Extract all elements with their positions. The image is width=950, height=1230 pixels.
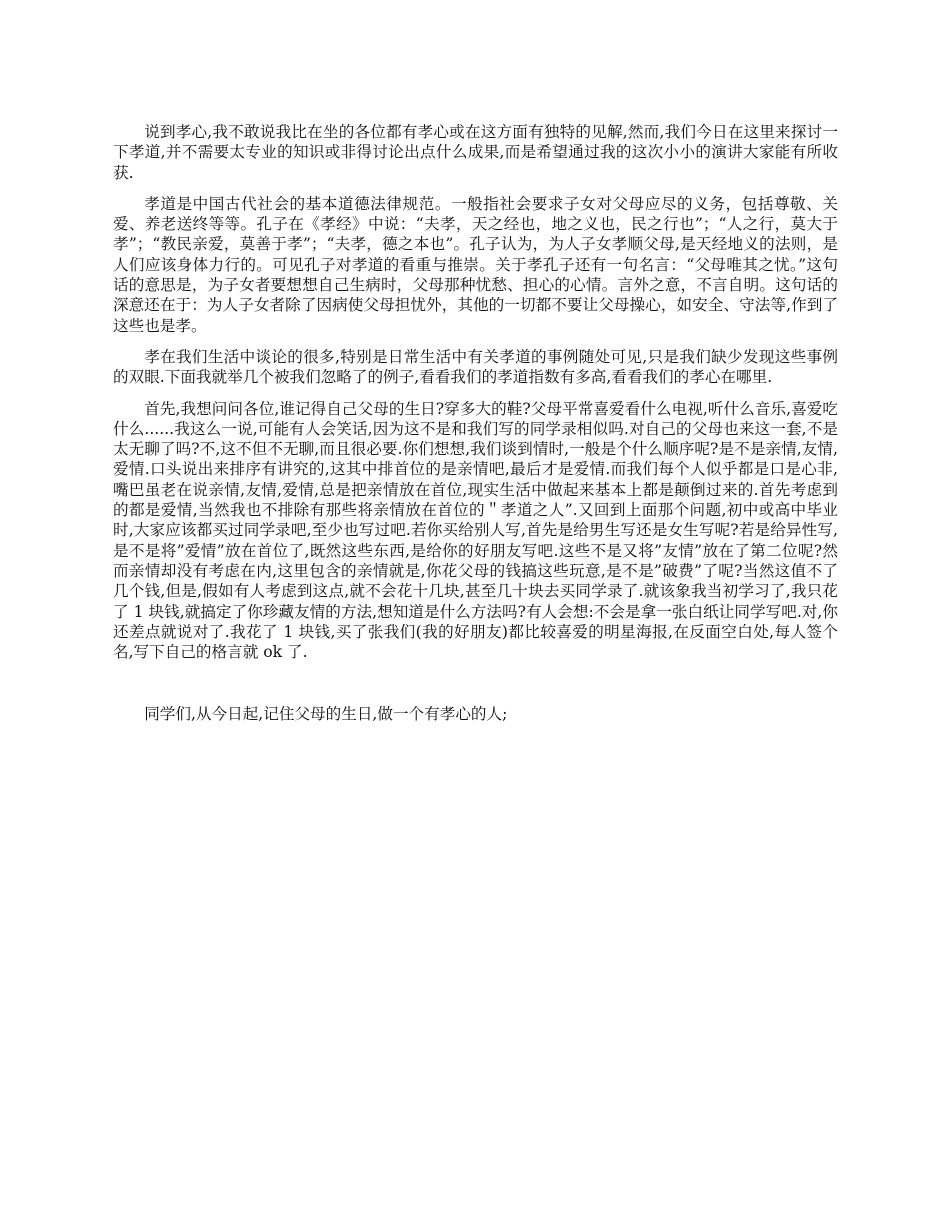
document-page <box>113 122 838 736</box>
paragraph-examples: 首先,我想问问各位,谁记得自己父母的生日?穿多大的鞋?父母平常喜爱看什么电视,听什么音乐,喜爱吃什么......我这么一说,可能有人会笑话,因为这不是和我们写的同学录相似吗.对自己的父母也来这一套,不是太无聊了吗?不,这不但不无聊,而且很必要.你们想想,我们谈到情时,一般是个什么顺序呢?是不是亲情,友情,爱情.口头说出来排序有讲究的,这其中排首位的是亲情吧,最后才是爱情.而我们每个人似乎都是口是心非,嘴巴虽老在说亲情,友情,爱情,总是把亲情放在首位,现实生活中做起来基本上都是颠倒过来的.首先考虑到的都是爱情,当然我也不排除有那些将亲情放在首位的＂孝道之人”.又回到上面那个问题,初中或高中毕业时,大家应该都买过同学录吧,至少也写过吧.若你买给别人写,首先是给男生写还是女生写呢?若是给异性写,是不是将”爱情”放在首位了,既然这些东西,是给你的好朋友写吧.这些不是又将”友情”放在了第二位呢?然而亲情却没有考虑在内,这里包含的亲情就是,你花父母的钱搞这些玩意,是不是”破费”了呢?当然这值不了几个钱,但是,假如有人考虑到这点,就不会花十几块,甚至几十块去买同学录了.就该象我当初学习了,我只花了 1 块钱,就搞定了你珍藏友情的方法,想知道是什么方法吗?有人会想:不会是拿一张白纸让同学写吧.对,你还差点就说对了.我花了 1 块钱,买了张我们(我的好朋友)都比较喜爱的明星海报,在反面空白处,每人签个名,写下自己的格言就 ok 了. <box>113 399 838 662</box>
paragraph-closing: 同学们,从今日起,记住父母的生日,做一个有孝心的人; <box>144 705 508 724</box>
paragraph-daily-life: 孝在我们生活中谈论的很多,特别是日常生活中有关孝道的事例随处可见,只是我们缺少发现这些事例的双眼.下面我就举几个被我们忽略了的例子,看看我们的孝道指数有多高,看看我们的孝心在哪里. <box>113 347 838 387</box>
paragraph-intro: 说到孝心,我不敢说我比在坐的各位都有孝心或在这方面有独特的见解,然而,我们今日在这里来探讨一下孝道,并不需要太专业的知识或非得讨论出点什么成果,而是希望通过我的这次小小的演讲大家能有所收获. <box>113 123 838 182</box>
paragraph-filial-piety-definition: 孝道是中国古代社会的基本道德法律规范。一般指社会要求子女对父母应尽的义务，包括尊敬、关爱、养老送终等等。孔子在《孝经》中说：“夫孝，天之经也，地之义也，民之行也”；“人之行，莫大于孝”；“教民亲爱，莫善于孝”；“夫孝，德之本也”。孔子认为，为人子女孝顺父母,是天经地义的法则，是人们应该身体力行的。可见孔子对孝道的看重与推崇。关于孝孔子还有一句名言：“父母唯其之忧。”这句话的意思是，为子女者要想想自己生病时，父母那种忧愁、担心的心情。言外之意，不言自明。这句话的深意还在于：为人子女者除了因病使父母担忧外，其他的一切都不要让父母操心，如安全、守法等,作到了这些也是孝。 <box>113 194 838 335</box>
